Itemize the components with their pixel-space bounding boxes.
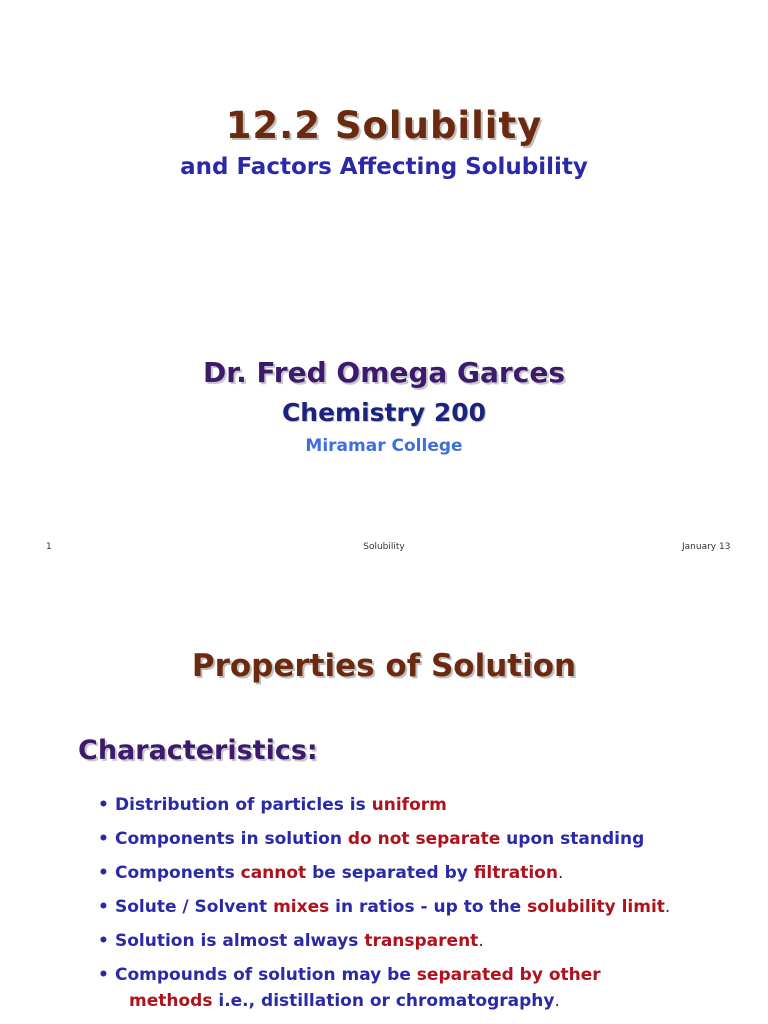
bullet-text: Components <box>115 863 241 883</box>
bullet-text: Solution is almost always <box>115 931 365 951</box>
list-item <box>98 926 758 960</box>
bullet-text: . <box>554 991 560 1011</box>
bullet-icon: • <box>98 931 109 951</box>
footer-topic: Solubility <box>363 542 405 552</box>
highlight-text: separated by other <box>416 965 601 985</box>
highlight-text: transparent <box>364 931 479 951</box>
footer-date: January 13 <box>682 542 731 552</box>
characteristics-heading: Characteristics: <box>78 735 318 766</box>
highlight-text: mixes <box>273 897 330 917</box>
bullet-text: . <box>557 863 564 883</box>
bullet-icon: • <box>98 897 109 917</box>
bullet-text: Solute / Solvent <box>115 897 274 917</box>
list-item <box>98 892 758 926</box>
list-item <box>98 858 758 892</box>
list-item <box>98 824 758 858</box>
bullet-text: Distribution of particles is <box>115 795 372 815</box>
bullet-text: in ratios - up to the <box>329 897 528 917</box>
list-item <box>98 960 758 1024</box>
bullet-text: . <box>478 931 484 951</box>
section-title: Properties of Solution <box>191 648 577 684</box>
highlight-text: cannot <box>240 863 307 883</box>
bullet-text: be separated by <box>306 863 474 883</box>
list-item <box>98 790 758 824</box>
highlight-text: uniform <box>371 795 447 815</box>
bullet-text: Components in solution <box>115 829 348 849</box>
bullet-icon: • <box>98 965 109 985</box>
bullet-text: . <box>664 897 671 917</box>
highlight-text: solubility limit <box>527 897 665 917</box>
author-name: Dr. Fred Omega Garces <box>203 356 565 389</box>
bullet-text: i.e., distillation or chromatography <box>212 991 555 1011</box>
bullet-icon: • <box>98 829 109 849</box>
slide-subtitle: and Factors Affecting Solubility <box>180 154 588 180</box>
bullet-icon: • <box>98 863 109 883</box>
bullet-continuation <box>98 986 758 1016</box>
bullet-text: upon standing <box>500 829 645 849</box>
slide-title: 12.2 Solubility <box>225 104 543 147</box>
bullet-icon: • <box>98 795 109 815</box>
bullet-text: Compounds of solution may be <box>115 965 417 985</box>
footer-page-number: 1 <box>46 542 52 552</box>
college-name: Miramar College <box>305 436 463 456</box>
course-name: Chemistry 200 <box>281 398 487 427</box>
highlight-text: methods <box>129 991 213 1011</box>
highlight-text: filtration <box>473 863 558 883</box>
highlight-text: do not separate <box>347 829 501 849</box>
characteristics-list <box>98 790 758 1024</box>
